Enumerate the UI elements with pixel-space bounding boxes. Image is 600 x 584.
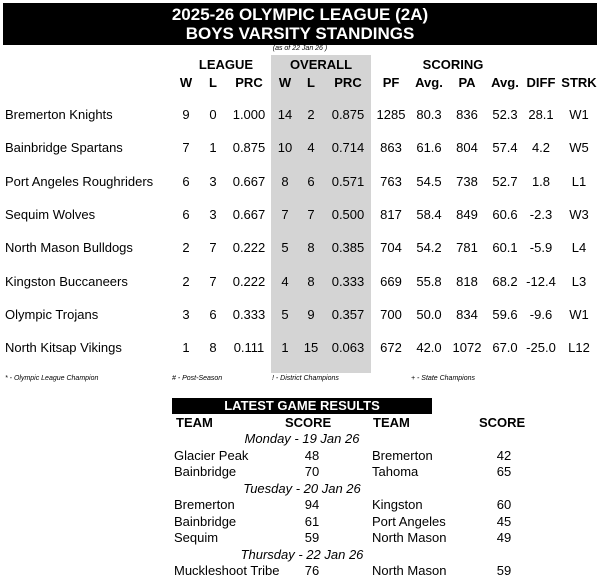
result-team-1: Sequim [174, 530, 219, 545]
league-w-cell: 2 [182, 273, 190, 289]
pf-cell: 817 [380, 206, 402, 222]
overall-prc-cell: 0.357 [331, 306, 365, 322]
results-score-header-1: SCORE [285, 415, 332, 430]
league-w-cell: 7 [182, 140, 190, 156]
pf-cell: 672 [380, 340, 402, 356]
overall-l-cell: 6 [307, 173, 315, 189]
as-of-date: (as of 22 Jan 26 ) [272, 45, 328, 52]
result-team-2: North Mason [372, 563, 447, 578]
overall-prc-cell: 0.571 [331, 173, 365, 189]
pa-cell: 804 [456, 140, 478, 156]
result-score-2: 42 [496, 447, 512, 463]
footnote-champion: * - Olympic League Champion [5, 375, 99, 382]
league-w-cell: 1 [182, 340, 190, 356]
pa-avg-cell: 57.4 [492, 140, 518, 156]
overall-prc-cell: 0.875 [331, 107, 365, 122]
overall-w-cell: 10 [277, 140, 293, 156]
col-overall-l: L [307, 75, 315, 90]
result-score-1: 76 [304, 563, 320, 578]
league-prc-cell: 0.875 [232, 140, 266, 156]
overall-w-cell: 5 [281, 306, 289, 322]
overall-w-cell: 4 [281, 273, 289, 289]
results-day-label: Tuesday - 20 Jan 26 [243, 480, 361, 496]
footnote-state: + - State Champions [411, 375, 476, 382]
results-team-header-2: TEAM [373, 415, 410, 430]
col-diff: DIFF [526, 75, 556, 90]
result-team-2: Tahoma [372, 464, 419, 479]
col-pa: PA [458, 75, 476, 90]
pf-cell: 700 [380, 306, 402, 322]
league-w-cell: 6 [182, 173, 190, 189]
diff-cell: 28.1 [528, 107, 554, 122]
team-name: North Kitsap Vikings [5, 340, 122, 356]
streak-cell: W1 [569, 107, 589, 122]
pa-cell: 781 [456, 240, 478, 256]
league-prc-cell: 0.111 [233, 340, 265, 356]
team-name: North Mason Bulldogs [5, 240, 133, 256]
col-pf-avg: Avg. [415, 75, 443, 90]
col-overall-prc: PRC [334, 75, 362, 90]
diff-cell: -5.9 [529, 240, 553, 256]
pa-avg-cell: 52.7 [492, 173, 518, 189]
team-name: Sequim Wolves [5, 206, 96, 222]
pa-avg-cell: 60.1 [492, 240, 518, 256]
streak-cell: L3 [571, 273, 587, 289]
league-l-cell: 3 [209, 173, 217, 189]
result-score-2: 60 [496, 497, 512, 512]
pa-cell: 738 [456, 173, 478, 189]
col-overall-w: W [278, 75, 292, 90]
pa-cell: 849 [456, 206, 478, 222]
overall-l-cell: 2 [307, 107, 315, 122]
pf-cell: 1285 [376, 107, 406, 122]
pa-avg-cell: 60.6 [492, 206, 518, 222]
overall-l-cell: 9 [307, 306, 315, 322]
result-team-1: Muckleshoot Tribe [174, 563, 280, 578]
league-prc-cell: 0.222 [232, 273, 266, 289]
league-prc-cell: 0.333 [232, 306, 266, 322]
diff-cell: -12.4 [526, 273, 556, 289]
overall-w-cell: 8 [281, 173, 289, 189]
overall-l-cell: 15 [303, 340, 319, 356]
pf-avg-cell: 54.5 [416, 173, 442, 189]
footnote-district: ! - District Champions [272, 375, 339, 382]
pf-avg-cell: 80.3 [416, 107, 442, 122]
team-name: Kingston Buccaneers [5, 273, 128, 289]
diff-cell: -2.3 [529, 206, 553, 222]
pf-avg-cell: 61.6 [416, 140, 442, 156]
col-pf: PF [382, 75, 400, 90]
overall-prc-cell: 0.500 [331, 206, 365, 222]
overall-l-cell: 8 [307, 273, 315, 289]
overall-l-cell: 8 [307, 240, 315, 256]
league-l-cell: 7 [209, 240, 217, 256]
pf-avg-cell: 58.4 [416, 206, 442, 222]
league-l-cell: 1 [209, 140, 217, 156]
diff-cell: -25.0 [526, 340, 556, 356]
league-w-cell: 2 [182, 240, 190, 256]
overall-w-cell: 5 [281, 240, 289, 256]
league-w-cell: 3 [182, 306, 190, 322]
team-name: Bainbridge Spartans [5, 140, 123, 156]
pf-avg-cell: 54.2 [416, 240, 442, 256]
result-score-1: 48 [304, 447, 320, 463]
pa-avg-cell: 68.2 [492, 273, 518, 289]
result-team-2: North Mason [372, 530, 447, 545]
pf-avg-cell: 42.0 [416, 340, 442, 356]
pf-cell: 863 [380, 140, 402, 156]
league-l-cell: 0 [209, 107, 217, 122]
league-prc-cell: 0.222 [232, 240, 266, 256]
streak-cell: L12 [568, 340, 590, 356]
overall-w-cell: 1 [281, 340, 289, 356]
pf-avg-cell: 50.0 [416, 306, 442, 322]
result-team-1: Bremerton [174, 497, 235, 512]
scoring-group-header: SCORING [422, 57, 484, 72]
result-team-2: Kingston [372, 497, 423, 512]
pf-avg-cell: 55.8 [416, 273, 442, 289]
league-l-cell: 7 [209, 273, 217, 289]
overall-prc-cell: 0.063 [331, 340, 365, 356]
league-l-cell: 6 [209, 306, 217, 322]
pa-cell: 1072 [452, 340, 482, 356]
title-line-2: BOYS VARSITY STANDINGS [185, 24, 415, 43]
league-w-cell: 6 [182, 206, 190, 222]
pf-cell: 763 [380, 173, 402, 189]
streak-cell: W1 [569, 306, 589, 322]
overall-l-cell: 4 [307, 140, 315, 156]
streak-cell: W3 [569, 206, 589, 222]
streak-cell: L4 [571, 240, 587, 256]
result-team-1: Bainbridge [174, 464, 237, 479]
league-l-cell: 8 [209, 340, 217, 356]
result-team-1: Bainbridge [174, 513, 237, 529]
result-team-2: Bremerton [372, 447, 433, 463]
overall-prc-cell: 0.333 [331, 273, 365, 289]
col-league-l: L [209, 75, 217, 90]
result-score-2: 65 [496, 464, 512, 479]
pa-cell: 836 [456, 107, 478, 122]
results-day-label: Thursday - 22 Jan 26 [240, 546, 364, 562]
league-l-cell: 3 [209, 206, 217, 222]
pa-avg-cell: 67.0 [492, 340, 518, 356]
col-pa-avg: Avg. [491, 75, 519, 90]
results-team-header-1: TEAM [176, 415, 213, 430]
team-name: Bremerton Knights [5, 107, 113, 122]
result-score-2: 45 [496, 513, 512, 529]
streak-cell: L1 [571, 173, 587, 189]
pa-cell: 834 [456, 306, 478, 322]
col-strk: STRK [561, 75, 597, 90]
team-name: Port Angeles Roughriders [5, 173, 154, 189]
result-score-2: 59 [496, 563, 512, 578]
overall-l-cell: 7 [307, 206, 315, 222]
title-banner [3, 3, 597, 45]
pf-cell: 669 [380, 273, 402, 289]
result-score-1: 94 [304, 497, 320, 512]
result-team-2: Port Angeles [372, 513, 446, 529]
result-score-1: 70 [304, 464, 320, 479]
league-prc-cell: 0.667 [232, 173, 266, 189]
result-team-1: Glacier Peak [174, 447, 249, 463]
result-score-1: 61 [304, 513, 320, 529]
diff-cell: 4.2 [531, 140, 551, 156]
col-league-prc: PRC [235, 75, 263, 90]
title-line-1: 2025-26 OLYMPIC LEAGUE (2A) [171, 5, 429, 24]
pa-cell: 818 [456, 273, 478, 289]
team-name: Olympic Trojans [5, 306, 99, 322]
streak-cell: W5 [569, 140, 589, 156]
league-prc-cell: 1.000 [232, 107, 266, 122]
result-score-1: 59 [304, 530, 320, 545]
overall-w-cell: 7 [281, 206, 289, 222]
diff-cell: -9.6 [529, 306, 553, 322]
pa-avg-cell: 59.6 [492, 306, 518, 322]
diff-cell: 1.8 [531, 173, 551, 189]
overall-group-header: OVERALL [289, 57, 353, 72]
overall-prc-cell: 0.714 [331, 140, 365, 156]
pa-avg-cell: 52.3 [492, 107, 518, 122]
league-w-cell: 9 [182, 107, 190, 122]
pf-cell: 704 [380, 240, 402, 256]
overall-w-cell: 14 [277, 107, 293, 122]
results-day-label: Monday - 19 Jan 26 [244, 431, 360, 446]
overall-prc-cell: 0.385 [331, 240, 365, 256]
footnote-postseason: # - Post-Season [172, 375, 223, 382]
col-league-w: W [179, 75, 193, 90]
results-banner: LATEST GAME RESULTS [172, 398, 432, 414]
result-score-2: 49 [496, 530, 512, 545]
league-prc-cell: 0.667 [232, 206, 266, 222]
results-score-header-2: SCORE [479, 415, 526, 430]
league-group-header: LEAGUE [198, 57, 254, 72]
